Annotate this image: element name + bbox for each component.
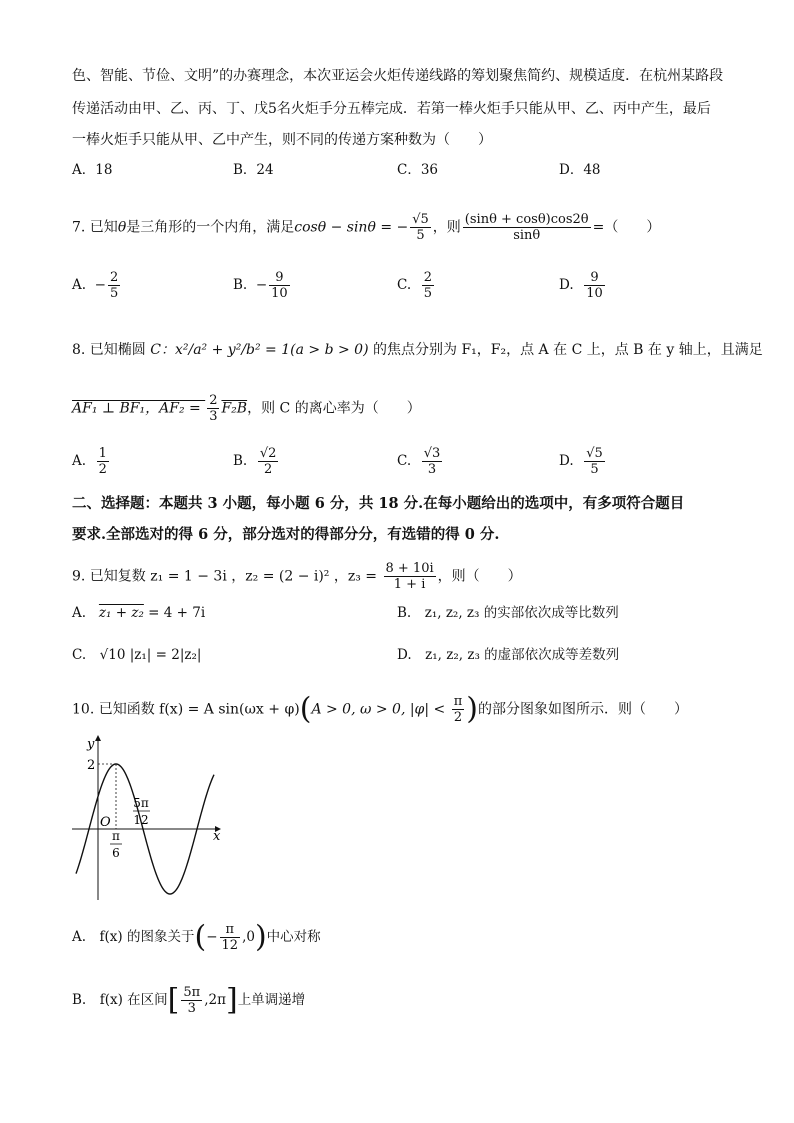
q10-option-b: B. f(x) 在区间[ $\frac{5\pi}{3}$ ,2π]上单调递增	[72, 982, 306, 1018]
q7-text: 是三角形的一个内角，满足	[126, 219, 295, 236]
q8-option-a	[72, 446, 111, 477]
q9-option-c: C. √10 |z₁| = 2|z₂|	[72, 647, 202, 663]
q10-paren-right: )	[466, 691, 478, 727]
q6-text-line-2: 传递活动由甲、乙、丙、丁、戊5名火炬手分五棒完成．若第一棒火炬手只能从甲、乙、丙中产生，最后	[72, 101, 711, 117]
x-axis-label: x	[213, 829, 221, 844]
q8-option-c	[397, 446, 444, 477]
q7-option-d	[559, 270, 607, 301]
q10-stem-tail: 的部分图象如图所示．则（ ）	[477, 701, 688, 718]
q6-option-a: A．18	[72, 162, 113, 178]
q7-option-sign: −	[94, 277, 106, 293]
q8-option-numerator: √3	[423, 446, 441, 461]
q7-option-fraction	[269, 270, 290, 301]
q9-z3-fraction	[384, 561, 436, 592]
q8-option-numerator: √5	[586, 446, 603, 461]
q9-option-a-value: = 4 + 7i	[143, 605, 206, 621]
q9-option-b: B. z₁, z₂, z₃ 的实部依次成等比数列	[397, 605, 619, 621]
q10-option-a: A. f(x) 的图象关于(− $\frac{\pi}{12}$ ,0)中心对称	[72, 919, 321, 955]
q7-option-denominator: 5	[109, 286, 119, 301]
tick-5pi12-numerator: 5π	[133, 796, 149, 810]
q7-option-numerator: 9	[269, 270, 290, 286]
section-2-heading-line-2: 要求.全部选对的得 6 分，部分选对的得部分分，有选错的得 0 分.	[72, 526, 500, 543]
q10-option-b-tail: 上单调递增	[237, 992, 306, 1008]
q10-option-a-paren-right: )	[254, 919, 267, 955]
q8-option-b	[233, 446, 280, 477]
q7-option-fraction	[422, 270, 434, 301]
q10-option-b-bracket-right: ]	[225, 982, 238, 1018]
q7-expr-numerator: (sinθ + cosθ)cos2θ	[464, 212, 589, 227]
q6-text-line-1: 色、智能、节俭、文明”的办赛理念，本次亚运会火炬传递线路的筹划聚焦简约、规模适度．在杭州某路段	[72, 68, 724, 84]
q7-option-label: D.	[559, 277, 574, 293]
q8-vec-denominator: 3	[209, 409, 218, 424]
q9-z3-numerator: 8 + 10i	[385, 561, 434, 576]
q9-option-d: D. z₁, z₂, z₃ 的虚部依次成等差数列	[397, 647, 620, 663]
q9-option-a	[72, 603, 205, 623]
q8-option-label: D.	[559, 453, 574, 469]
q8-option-fraction	[422, 446, 443, 477]
q10-option-a-numerator: π	[220, 922, 241, 938]
q9-z3-denominator: 1 + i	[393, 577, 426, 592]
q6-option-c: C．36	[397, 162, 439, 178]
q8-vector-fraction	[207, 393, 219, 424]
q7-option-fraction	[584, 270, 605, 301]
q10-option-b-bracket-left: [	[167, 982, 180, 1018]
q10-graph	[70, 732, 230, 907]
q8-option-denominator: 5	[590, 462, 599, 477]
q8-option-denominator: 2	[98, 462, 107, 477]
q8-stem-line-2	[72, 393, 421, 424]
q7-condition: cosθ − sinθ = −	[294, 219, 409, 236]
q8-option-denominator: 2	[263, 462, 273, 477]
q8-vector-condition: AF₁ ⊥ BF₁，AF₂ =	[72, 400, 206, 417]
q8-text: 的焦点分别为 F₁，F₂，点 A 在 C 上，点 B 在 y 轴上，且满足	[373, 342, 763, 358]
q9-option-a-label: A.	[72, 605, 87, 621]
q8-option-label: B.	[233, 453, 248, 469]
q8-tail: ，则 C 的离心率为（ ）	[247, 400, 421, 417]
q9-stem-text: 9. 已知复数 z₁ = 1 − 3i ，z₂ = (2 − i)² ，z₃ =	[72, 568, 382, 585]
q10-option-b-text: B. f(x) 在区间	[72, 992, 168, 1008]
q10-option-b-numerator: 5π	[183, 985, 201, 1000]
q8-stem-line-1	[72, 340, 763, 360]
q10-paren-left: (	[299, 691, 312, 727]
q8-option-numerator: 1	[98, 446, 107, 461]
q10-condition: A > 0, ω > 0, |φ| <	[311, 701, 450, 718]
q7-option-b	[233, 270, 292, 301]
q7-cond-fraction	[410, 212, 431, 243]
q8-ellipse: C：x²/a² + y²/b² = 1(a > b > 0)	[150, 342, 369, 358]
q10-stem	[72, 691, 688, 727]
q7-option-a	[72, 270, 122, 301]
q8-option-fraction	[97, 446, 109, 477]
q7-expr-denominator: sinθ	[513, 228, 541, 243]
q8-option-label: C.	[397, 453, 412, 469]
q8-option-label: A.	[72, 453, 87, 469]
q10-option-b-denominator: 3	[187, 1001, 196, 1016]
q8-option-fraction	[258, 446, 279, 477]
q7-option-numerator: 2	[423, 270, 433, 285]
q6-option-d: D．48	[559, 162, 601, 178]
q6-option-b: B．24	[233, 162, 274, 178]
q7-then: ，则	[432, 219, 461, 236]
q8-vector-f2b: F₂B	[221, 400, 248, 417]
q7-cond-numerator: √5	[412, 212, 429, 227]
q8-option-d	[559, 446, 607, 477]
q7-option-numerator: 9	[584, 270, 605, 286]
tick-pi6-numerator: π	[112, 829, 120, 843]
q10-option-b-fraction	[181, 985, 202, 1016]
q10-option-a-paren-left: (	[194, 919, 207, 955]
q10-option-a-text: A. f(x) 的图象关于	[72, 929, 195, 945]
origin-label: O	[100, 815, 111, 830]
q10-option-a-fraction	[220, 922, 241, 953]
q7-tail: =（ ）	[592, 219, 661, 236]
q8-option-fraction	[584, 446, 605, 477]
q8-number: 8. 已知椭圆	[72, 342, 146, 358]
q7-expression	[463, 212, 591, 243]
q7-option-fraction	[108, 270, 120, 301]
q7-option-label: B.	[233, 277, 248, 293]
q7-option-label: A.	[72, 277, 87, 293]
q9-option-a-conjugate: z₁ + z₂	[98, 605, 144, 621]
q7-option-numerator: 2	[109, 270, 119, 285]
q10-option-a-denominator: 12	[221, 938, 239, 953]
tick-5pi12-denominator: 12	[133, 813, 149, 827]
q9-stem-tail: ，则（ ）	[437, 568, 522, 585]
q7-option-denominator: 10	[271, 286, 288, 301]
q7-stem: 7. 已知θ是三角形的一个内角，满足cosθ − sinθ = − $\frac{√5}{5}$ ，则 $\frac{(\sin\theta + \cos\theta)\cos 2\theta}{\sin\theta}$ =（ ）	[72, 212, 661, 243]
q7-option-c	[397, 270, 436, 301]
q10-function: 10. 已知函数 f(x) = A sin(ωx + φ)	[72, 701, 300, 718]
q7-option-label: C.	[397, 277, 412, 293]
q10-pi: π	[453, 694, 463, 709]
q7-option-denominator: 10	[586, 286, 603, 301]
q6-text-line-3: 一棒火炬手只能从甲、乙中产生，则不同的传递方案种数为（ ）	[72, 132, 492, 148]
q10-two: 2	[453, 710, 463, 725]
q7-option-denominator: 5	[423, 286, 433, 301]
q8-vec-numerator: 2	[209, 393, 218, 408]
y-axis-label: y	[87, 737, 95, 752]
q7-number: 7. 已知	[72, 219, 118, 236]
q8-option-numerator: √2	[259, 446, 277, 461]
q10-pi-fraction	[452, 694, 465, 725]
tick-pi6-denominator: 6	[112, 846, 120, 860]
q9-stem	[72, 561, 522, 592]
q10-option-a-tail: 中心对称	[266, 929, 321, 945]
q7-option-sign: −	[255, 277, 268, 293]
section-2-heading-line-1: 二、选择题：本题共 3 小题，每小题 6 分，共 18 分.在每小题给出的选项中，有多项符合题目	[72, 495, 685, 512]
q7-cond-denominator: 5	[416, 228, 425, 243]
q8-option-denominator: 3	[427, 462, 437, 477]
y-tick-2: 2	[87, 758, 96, 773]
